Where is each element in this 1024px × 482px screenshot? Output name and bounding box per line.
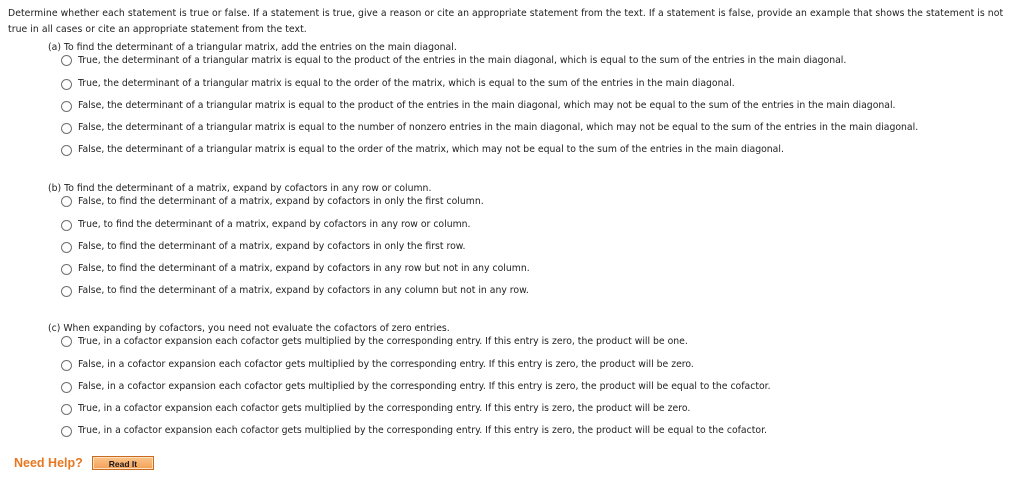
instructions-text: Determine whether each statement is true or false. If a statement is true, give a reason or cite an appropriate statement from the text. If a statement is false, provide an example that shows the statement is not true in all cases or cite an appropriate statement from the text. [8,8,1004,35]
radio-button[interactable] [61,336,72,347]
answer-option[interactable]: True, the determinant of a triangular matrix is equal to the product of the entries in the main diagonal, which is equal to the sum of the entries in the main diagonal. [61,55,918,73]
answer-option[interactable]: False, to find the determinant of a matrix, expand by cofactors in any row but not in any column. [61,258,530,280]
answer-option[interactable]: False, in a cofactor expansion each cofactor gets multiplied by the corresponding entry. If this entry is zero, the product will be zero. [61,354,771,376]
question-part-b [48,182,530,302]
answer-option[interactable]: False, in a cofactor expansion each cofactor gets multiplied by the corresponding entry. If this entry is zero, the product will be equal to the cofactor. [61,376,771,398]
question-c-statement: (c) When expanding by cofactors, you need not evaluate the cofactors of zero entries. [48,323,450,334]
radio-button[interactable] [61,55,72,66]
question-part-c [48,322,771,442]
need-help-section [14,456,154,470]
radio-button[interactable] [61,79,72,90]
answer-option[interactable]: False, the determinant of a triangular matrix is equal to the number of nonzero entries in the main diagonal, which may not be equal to the sum of the entries in the main diagonal. [61,117,918,139]
question-part-a [48,41,918,161]
radio-button[interactable] [61,404,72,415]
answer-option[interactable]: True, in a cofactor expansion each cofactor gets multiplied by the corresponding entry. If this entry is zero, the product will be equal to the cofactor. [61,420,771,442]
radio-button[interactable] [61,123,72,134]
answer-option[interactable]: True, to find the determinant of a matrix, expand by cofactors in any row or column. [61,214,530,236]
answer-option[interactable]: True, in a cofactor expansion each cofactor gets multiplied by the corresponding entry. If this entry is zero, the product will be zero. [61,398,771,420]
radio-button[interactable] [61,220,72,231]
radio-button[interactable] [61,196,72,207]
radio-button[interactable] [61,286,72,297]
radio-button[interactable] [61,360,72,371]
answer-option[interactable]: True, the determinant of a triangular matrix is equal to the order of the matrix, which is equal to the sum of the entries in the main diagonal. [61,73,918,95]
need-help-label: Need Help? [14,456,83,470]
answer-options-b [61,196,530,302]
radio-button[interactable] [61,101,72,112]
answer-option[interactable]: False, the determinant of a triangular matrix is equal to the product of the entries in the main diagonal, which may not be equal to the sum of the entries in the main diagonal. [61,95,918,117]
answer-option[interactable]: True, in a cofactor expansion each cofactor gets multiplied by the corresponding entry. If this entry is zero, the product will be one. [61,336,771,354]
answer-option[interactable]: False, to find the determinant of a matrix, expand by cofactors in only the first row. [61,236,530,258]
radio-button[interactable] [61,426,72,437]
answer-option[interactable]: False, to find the determinant of a matrix, expand by cofactors in any column but not in any row. [61,280,530,302]
question-a-statement: (a) To find the determinant of a triangular matrix, add the entries on the main diagonal. [48,42,457,53]
question-b-statement: (b) To find the determinant of a matrix, expand by cofactors in any row or column. [48,183,432,194]
answer-options-c [61,336,771,442]
read-it-button[interactable]: Read It [92,456,154,470]
radio-button[interactable] [61,145,72,156]
answer-option[interactable]: False, the determinant of a triangular matrix is equal to the order of the matrix, which may not be equal to the sum of the entries in the main diagonal. [61,139,918,161]
radio-button[interactable] [61,242,72,253]
answer-option[interactable]: False, to find the determinant of a matrix, expand by cofactors in only the first column. [61,196,530,214]
radio-button[interactable] [61,264,72,275]
radio-button[interactable] [61,382,72,393]
answer-options-a [61,55,918,161]
